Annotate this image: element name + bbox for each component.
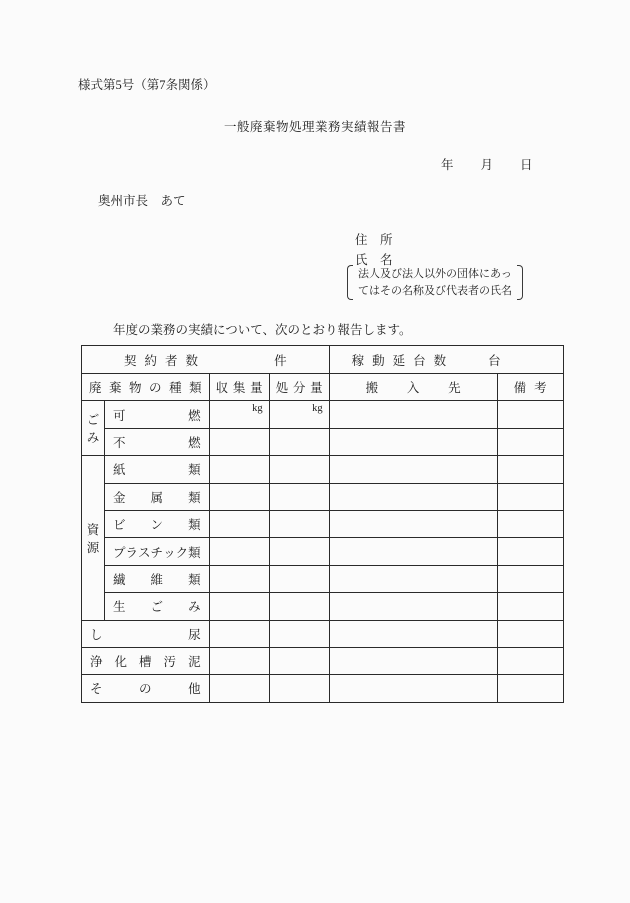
report-table	[81, 345, 564, 703]
contracts-header-cell	[82, 346, 330, 374]
destination-header: 搬 入 先	[329, 374, 497, 401]
right-bracket	[517, 265, 523, 300]
row-label: 可 燃	[105, 401, 210, 428]
form-number: 様式第5号（第7条関係）	[78, 78, 216, 92]
collection-header: 収 集 量	[209, 374, 269, 401]
disposal-cell	[269, 565, 329, 592]
remarks-cell	[497, 620, 563, 647]
disposal-cell	[269, 647, 329, 674]
destination-cell	[329, 510, 497, 537]
collection-cell	[209, 620, 269, 647]
table-row-plastic	[82, 538, 564, 565]
table-row-seni	[82, 565, 564, 592]
remarks-cell	[497, 401, 563, 428]
intro-sentence: 年度の業務の実績について、次のとおり報告します。	[113, 323, 412, 337]
remarks-cell	[497, 593, 563, 620]
corporate-note-line2: てはその名称及び代表者の氏名	[358, 284, 512, 297]
disposal-cell	[269, 675, 329, 702]
row-label: 不 燃	[105, 428, 210, 455]
contracts-label: 契約者数	[124, 353, 207, 368]
destination-cell	[329, 401, 497, 428]
collection-cell	[209, 428, 269, 455]
table-row-shinyo	[82, 620, 564, 647]
disposal-cell	[269, 510, 329, 537]
destination-cell	[329, 456, 497, 483]
contracts-unit: 件	[274, 353, 287, 368]
remarks-cell	[497, 675, 563, 702]
destination-cell	[329, 538, 497, 565]
table-header-row-2	[82, 374, 564, 401]
table-row-bin	[82, 510, 564, 537]
disposal-cell	[269, 538, 329, 565]
table-row-jokaso	[82, 647, 564, 674]
corporate-note	[347, 265, 523, 300]
left-bracket	[347, 265, 353, 300]
row-label: 紙 類	[105, 456, 210, 483]
destination-cell	[329, 593, 497, 620]
table-row-funen	[82, 428, 564, 455]
address-label: 住 所	[355, 233, 393, 247]
table-row-kinzoku	[82, 483, 564, 510]
kg-unit: kg	[312, 403, 323, 415]
disposal-cell	[269, 456, 329, 483]
corporate-note-text	[356, 265, 514, 300]
waste-type-header: 廃 棄 物 の 種 類	[82, 374, 210, 401]
operating-unit: 台	[488, 353, 501, 368]
table-row-kami	[82, 456, 564, 483]
page-title: 一般廃棄物処理業務実績報告書	[223, 120, 406, 134]
row-label: し 尿	[82, 620, 210, 647]
destination-cell	[329, 483, 497, 510]
disposal-cell	[269, 428, 329, 455]
operating-label: 稼動延台数	[351, 353, 455, 368]
date-month-label: 月	[480, 158, 494, 172]
disposal-cell	[269, 401, 329, 428]
remarks-cell	[497, 647, 563, 674]
row-label: 浄 化 槽 汚 泥	[82, 647, 210, 674]
collection-cell	[209, 565, 269, 592]
table-header-row-1	[82, 346, 564, 374]
destination-cell	[329, 428, 497, 455]
disposal-cell	[269, 593, 329, 620]
destination-cell	[329, 675, 497, 702]
kg-unit: kg	[252, 403, 263, 415]
remarks-cell	[497, 538, 563, 565]
remarks-cell	[497, 565, 563, 592]
group-cell-shigen: 資 源	[82, 456, 105, 620]
collection-cell	[209, 538, 269, 565]
table-row-kanen	[82, 401, 564, 428]
destination-cell	[329, 620, 497, 647]
destination-cell	[329, 647, 497, 674]
table-row-sonota	[82, 675, 564, 702]
collection-cell	[209, 675, 269, 702]
date-day-label: 日	[520, 158, 533, 172]
destination-cell	[329, 565, 497, 592]
operating-header-cell	[329, 346, 563, 374]
row-label: プ ラ ス チ ッ ク 類	[105, 538, 210, 565]
disposal-cell	[269, 620, 329, 647]
row-label: 生 ご み	[105, 593, 210, 620]
row-label: ビ ン 類	[105, 510, 210, 537]
corporate-note-line1: 法人及び法人以外の団体にあっ	[358, 268, 512, 280]
row-label: 繊 維 類	[105, 565, 210, 592]
addressee: 奥州市長 あて	[98, 194, 186, 208]
collection-cell	[209, 647, 269, 674]
collection-cell	[209, 401, 269, 428]
disposal-header: 処 分 量	[269, 374, 329, 401]
remarks-cell	[497, 456, 563, 483]
collection-cell	[209, 510, 269, 537]
disposal-cell	[269, 483, 329, 510]
name-label: 氏 名	[355, 253, 393, 267]
remarks-header: 備 考	[497, 374, 563, 401]
date-line	[441, 155, 533, 173]
row-label: 金 属 類	[105, 483, 210, 510]
date-year-label: 年	[441, 158, 454, 172]
group-cell-gomi: ご み	[82, 401, 105, 456]
collection-cell	[209, 593, 269, 620]
remarks-cell	[497, 483, 563, 510]
collection-cell	[209, 483, 269, 510]
remarks-cell	[497, 428, 563, 455]
collection-cell	[209, 456, 269, 483]
remarks-cell	[497, 510, 563, 537]
table-row-namagomi	[82, 593, 564, 620]
row-label: そ の 他	[82, 675, 210, 702]
